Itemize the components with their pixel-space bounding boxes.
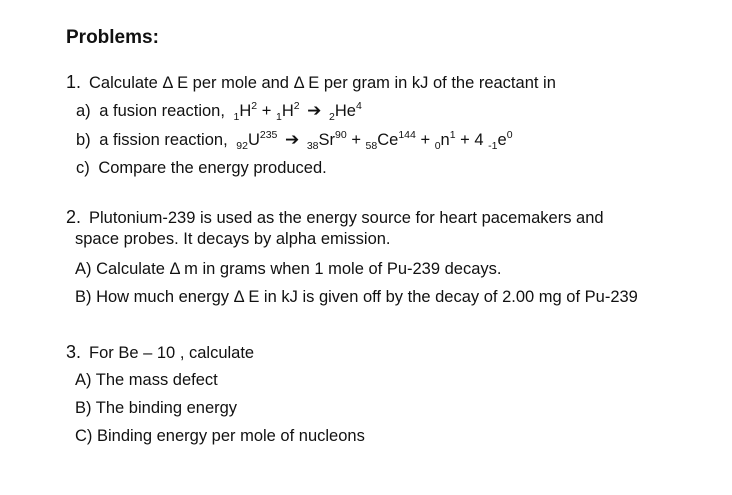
problem-1-prompt	[66, 72, 556, 93]
problem-2-line1: 2. Plutonium-239 is used as the energy source for heart pacemakers and	[66, 207, 604, 227]
problem-2a: A) Calculate Δ m in grams when 1 mole of Pu-239 decays.	[75, 260, 502, 278]
problem-1-text: Calculate Δ E per mole and Δ E per gram in kJ of the reactant in	[89, 74, 556, 92]
nuclide-h2-b: $_1H^2$	[275, 100, 300, 123]
nuclide-ce144: $_{58}Ce^{144}$	[365, 129, 416, 152]
problem-1b	[76, 130, 513, 150]
nuclide-he4: $_2He^4$	[329, 100, 362, 123]
problem-1c-text: Compare the energy produced.	[98, 159, 327, 177]
plus-sign: +	[261, 102, 272, 120]
problem-3c: C) Binding energy per mole of nucleons	[75, 427, 365, 445]
problem-2b: B) How much energy Δ E in kJ is given off by the decay of 2.00 mg of Pu-239	[75, 288, 638, 306]
reaction-arrow-icon: ➔	[307, 101, 322, 120]
plus-sign: +	[460, 131, 470, 149]
nuclide-electron: $_{-1}e^0$	[488, 129, 513, 152]
nuclide-sr90: $_{38}Sr^{90}$	[306, 129, 347, 152]
problem-1c	[76, 158, 327, 178]
plus-sign: +	[420, 131, 431, 149]
problem-3b: B) The binding energy	[75, 399, 238, 417]
nuclide-h2-a: $_1H^2$	[233, 100, 258, 123]
problem-3-number: 3.	[66, 342, 82, 362]
problem-3a: A) The mass defect	[75, 371, 218, 389]
nuclide-u235: $_{92}U^{235}$	[236, 129, 278, 152]
problem-2-line2: space probes. It decays by alpha emission.	[75, 230, 391, 248]
plus-sign: +	[351, 131, 361, 149]
reaction-arrow-icon: ➔	[285, 130, 300, 149]
problem-1-number: 1.	[66, 72, 82, 92]
problem-1a	[76, 101, 362, 121]
problem-1b-text: a fission reaction,	[99, 131, 228, 149]
problem-1a-label: a)	[76, 102, 91, 120]
page-title: Problems:	[66, 27, 159, 48]
problem-3-line1: 3. For Be – 10 , calculate	[66, 342, 255, 362]
coefficient: 4	[474, 131, 484, 149]
problem-2-number: 2.	[66, 207, 82, 227]
problem-1c-label: c)	[76, 159, 90, 177]
nuclide-neutron: $_0n^1$	[434, 129, 456, 152]
problem-1b-label: b)	[76, 131, 91, 149]
problem-1a-text: a fusion reaction,	[99, 102, 225, 120]
